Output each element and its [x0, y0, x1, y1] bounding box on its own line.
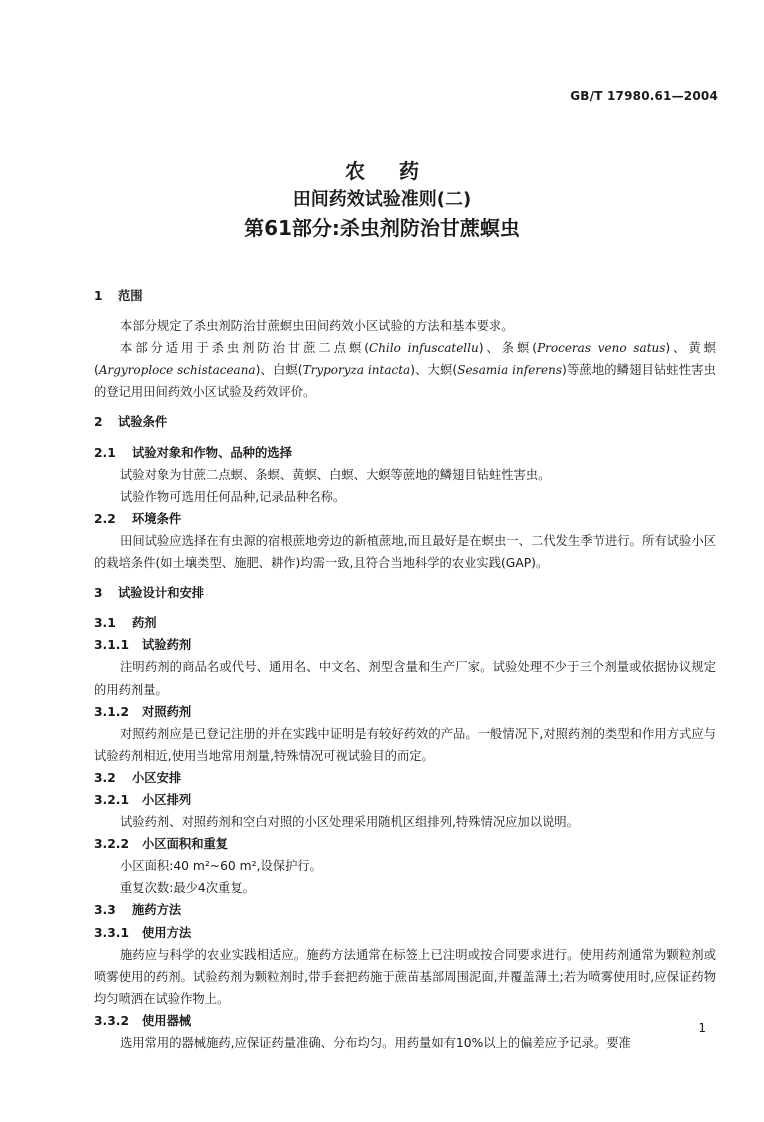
section-title: 小区面积和重复	[142, 837, 229, 852]
section-title: 小区安排	[132, 770, 182, 785]
section-number: 3.3	[94, 903, 116, 918]
section-heading-2	[94, 411, 716, 433]
species-name: Tryporyza intacta	[302, 363, 411, 378]
paragraph-line: 试验对象为甘蔗二点螟、条螟、黄螟、白螟、大螟等蔗地的鳞翅目钻蛀性害虫。	[120, 467, 551, 482]
subsection-heading-2-1	[94, 442, 716, 464]
equipment-paragraph: 选用常用的器械施药,应保证药量准确、分布均匀。用药量如有10%以上的偏差应予记录。要准	[120, 1036, 631, 1050]
paragraph-line: 小区面积:40 m²~60 m²,设保护行。	[120, 859, 322, 874]
section-number: 1	[94, 289, 103, 303]
section-number: 2	[94, 415, 103, 430]
subsection-heading-3-3-1	[94, 922, 716, 944]
section-title: 范围	[118, 289, 143, 303]
section-title: 使用方法	[142, 925, 192, 940]
section-title: 试验条件	[118, 415, 168, 430]
subsection-heading-3-2	[94, 767, 716, 789]
section-number: 3.2.1	[94, 792, 130, 807]
title-line-2: 田间药效试验准则(二)	[292, 189, 472, 210]
page-number: 1	[698, 1021, 706, 1035]
species-name: Chilo infuscatellu	[369, 341, 479, 356]
title-line-3: 第61部分:杀虫剂防治甘蔗螟虫	[244, 216, 520, 240]
section-number: 2.2	[94, 511, 116, 526]
section-title: 小区排列	[142, 792, 192, 807]
section-title: 试验药剂	[142, 638, 192, 653]
subsection-heading-3-2-1	[94, 789, 716, 811]
section-number: 3.2.2	[94, 837, 130, 852]
text-fragment: )等蔗地的鳞翅目钻蛀性害虫的登记用田间药效小区试验及药效评价。	[94, 363, 716, 400]
section-number: 3.1.1	[94, 638, 130, 653]
standard-code: GB/T 17980.61—2004	[570, 89, 718, 103]
section-title: 试验设计和安排	[118, 586, 205, 601]
test-agent-paragraph: 注明药剂的商品名或代号、通用名、中文名、剂型含量和生产厂家。试验处理不少于三个剂量或依据协议规定的用药剂量。	[94, 660, 716, 697]
document-body	[94, 285, 716, 1054]
section-number: 3.1.2	[94, 704, 130, 719]
subsection-heading-3-1	[94, 612, 716, 634]
application-method-paragraph: 施药应与科学的农业实践相适应。施药方法通常在标签上已注明或按合同要求进行。使用药剂通常为颗粒剂或喷雾使用的药剂。试验药剂为颗粒剂时,带手套把药施于蔗苗基部周围泥面,并覆盖薄土;若为喷雾使用时,应保证药物均匀喷洒在试验作物上。	[94, 947, 716, 1006]
subsection-heading-3-2-2	[94, 833, 716, 855]
control-agent-paragraph: 对照药剂应是已登记注册的并在实践中证明是有较好药效的产品。一般情况下,对照药剂的类型和作用方式应与试验药剂相近,使用当地常用剂量,特殊情况可视试验目的而定。	[94, 726, 716, 763]
section-title: 试验对象和作物、品种的选择	[132, 445, 292, 460]
paragraph-line: 试验作物可选用任何品种,记录品种名称。	[120, 489, 346, 504]
section-number: 3.1	[94, 616, 116, 631]
section-heading-1	[94, 285, 716, 307]
section-title: 施药方法	[132, 903, 182, 918]
text-fragment: 本部分适用于杀虫剂防治甘蔗二点螟(	[120, 341, 370, 356]
scope-paragraph-1: 本部分规定了杀虫剂防治甘蔗螟虫田间药效小区试验的方法和基本要求。	[120, 319, 514, 334]
document-title-block	[0, 160, 764, 240]
section-title: 使用器械	[142, 1013, 192, 1028]
section-number: 3.2	[94, 770, 116, 785]
text-fragment: )、黄螟(	[94, 341, 716, 378]
environment-paragraph: 田间试验应选择在有虫源的宿根蔗地旁边的新植蔗地,而且最好是在螟虫一、二代发生季节进行。所有试验小区的栽培条件(如土壤类型、施肥、耕作)均需一致,且符合当地科学的农业实践(GAP)。	[94, 533, 716, 571]
section-title: 环境条件	[132, 511, 182, 526]
scope-paragraph-2	[94, 337, 716, 403]
subsection-heading-2-2	[94, 508, 716, 530]
subsection-heading-3-3	[94, 899, 716, 921]
text-fragment: )、条螟(	[478, 341, 538, 356]
section-number: 3	[94, 586, 103, 601]
species-name: Sesamia inferens	[457, 363, 563, 378]
paragraph-line: 重复次数:最少4次重复。	[120, 881, 255, 896]
plot-arrangement-paragraph: 试验药剂、对照药剂和空白对照的小区处理采用随机区组排列,特殊情况应加以说明。	[120, 815, 579, 830]
section-number: 3.3.2	[94, 1013, 130, 1028]
species-name: Argyroploce schistaceana	[98, 363, 256, 378]
subsection-heading-3-1-1	[94, 634, 716, 656]
section-number: 3.3.1	[94, 925, 130, 940]
species-name: Proceras veno satus	[537, 341, 666, 356]
section-heading-3	[94, 582, 716, 604]
text-fragment: )、白螟(	[255, 363, 303, 378]
section-number: 2.1	[94, 445, 116, 460]
section-title: 药剂	[132, 616, 157, 631]
subsection-heading-3-3-2	[94, 1010, 716, 1032]
subsection-heading-3-1-2	[94, 701, 716, 723]
title-line-1: 农药	[345, 159, 453, 183]
section-title: 对照药剂	[142, 704, 192, 719]
text-fragment: )、大螟(	[410, 363, 458, 378]
